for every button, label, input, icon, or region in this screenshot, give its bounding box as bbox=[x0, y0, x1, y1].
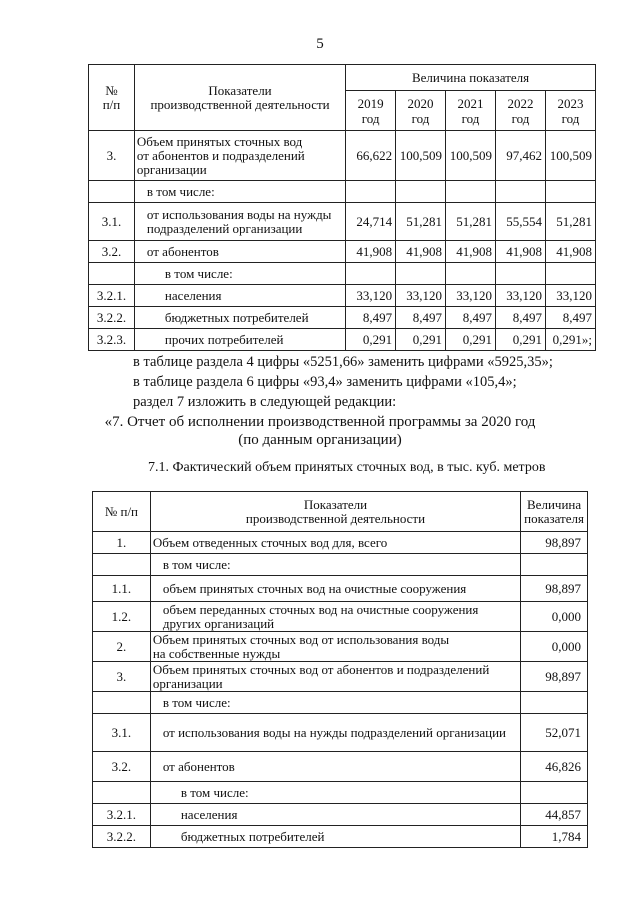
amendment-paragraph-2: в таблице раздела 6 цифры «93,4» заменить цифрами «105,4»; bbox=[133, 374, 517, 390]
row-label: бюджетных потребителей bbox=[134, 307, 345, 329]
row-number: 3.2.1. bbox=[89, 285, 135, 307]
row-number: 1. bbox=[93, 532, 151, 554]
year-value: 0,291 bbox=[346, 329, 396, 351]
header-value: Величина показателя bbox=[521, 492, 588, 532]
year-value bbox=[396, 263, 446, 285]
year-value: 100,509 bbox=[396, 131, 446, 181]
year-value: 66,622 bbox=[346, 131, 396, 181]
year-value bbox=[496, 263, 546, 285]
year-value: 33,120 bbox=[446, 285, 496, 307]
table-row bbox=[93, 826, 588, 848]
year-value: 24,714 bbox=[346, 203, 396, 241]
year-value: 33,120 bbox=[545, 285, 595, 307]
table-row bbox=[93, 554, 588, 576]
page-number: 5 bbox=[316, 36, 324, 52]
year-value: 0,291 bbox=[446, 329, 496, 351]
year-value: 100,509 bbox=[545, 131, 595, 181]
year-value: 51,281 bbox=[545, 203, 595, 241]
year-value: 0,291 bbox=[396, 329, 446, 351]
row-number bbox=[93, 782, 151, 804]
amendment-paragraph-3: раздел 7 изложить в следующей редакции: bbox=[133, 394, 397, 410]
row-number: 3. bbox=[89, 131, 135, 181]
year-value: 8,497 bbox=[396, 307, 446, 329]
table-row bbox=[93, 714, 588, 752]
table-row bbox=[93, 632, 588, 662]
year-value: 51,281 bbox=[396, 203, 446, 241]
row-value: 0,000 bbox=[521, 632, 588, 662]
year-value: 97,462 bbox=[496, 131, 546, 181]
table-row bbox=[89, 263, 596, 285]
header-year: 2023 год bbox=[545, 91, 595, 131]
row-number: 3.2.2. bbox=[89, 307, 135, 329]
row-value bbox=[521, 782, 588, 804]
header-num: № п/п bbox=[89, 65, 135, 131]
row-number: 2. bbox=[93, 632, 151, 662]
header-year: 2021 год bbox=[446, 91, 496, 131]
row-number: 3.2. bbox=[89, 241, 135, 263]
section-subtitle: (по данным организации) bbox=[238, 432, 402, 448]
row-label: населения bbox=[150, 804, 520, 826]
row-value: 46,826 bbox=[521, 752, 588, 782]
row-label: от использования воды на нужды подразделений организации bbox=[150, 714, 520, 752]
subsection-title: 7.1. Фактический объем принятых сточных вод, в тыс. куб. метров bbox=[148, 460, 546, 475]
table-row bbox=[93, 752, 588, 782]
row-number: 3.2. bbox=[93, 752, 151, 782]
table-row bbox=[93, 782, 588, 804]
year-value: 8,497 bbox=[346, 307, 396, 329]
row-label: объем переданных сточных вод на очистные сооружения других организаций bbox=[150, 602, 520, 632]
production-table-forecast bbox=[88, 64, 596, 351]
year-value: 33,120 bbox=[346, 285, 396, 307]
row-label: в том числе: bbox=[134, 263, 345, 285]
row-label: Объем принятых сточных вод от абонентов и подразделений организации bbox=[134, 131, 345, 181]
row-value: 98,897 bbox=[521, 662, 588, 692]
year-value bbox=[346, 181, 396, 203]
row-label: бюджетных потребителей bbox=[150, 826, 520, 848]
header-indicator: Показатели производственной деятельности bbox=[150, 492, 520, 532]
table-row bbox=[89, 131, 596, 181]
production-table-actual bbox=[92, 491, 588, 848]
table-row bbox=[93, 602, 588, 632]
row-number: 3.1. bbox=[93, 714, 151, 752]
year-value: 55,554 bbox=[496, 203, 546, 241]
header-num: № п/п bbox=[93, 492, 151, 532]
header-year: 2020 год bbox=[396, 91, 446, 131]
row-number bbox=[93, 692, 151, 714]
table-row bbox=[89, 307, 596, 329]
year-value bbox=[346, 263, 396, 285]
row-label: в том числе: bbox=[134, 181, 345, 203]
year-value: 41,908 bbox=[346, 241, 396, 263]
table-row bbox=[89, 181, 596, 203]
year-value: 0,291 bbox=[496, 329, 546, 351]
row-label: от абонентов bbox=[134, 241, 345, 263]
row-number: 1.1. bbox=[93, 576, 151, 602]
year-value bbox=[446, 181, 496, 203]
table-row bbox=[93, 804, 588, 826]
row-label: в том числе: bbox=[150, 554, 520, 576]
row-value bbox=[521, 692, 588, 714]
row-number: 3.1. bbox=[89, 203, 135, 241]
year-value: 0,291»; bbox=[545, 329, 595, 351]
header-indicator: Показатели производственной деятельности bbox=[134, 65, 345, 131]
row-value: 98,897 bbox=[521, 576, 588, 602]
row-value: 98,897 bbox=[521, 532, 588, 554]
row-number: 1.2. bbox=[93, 602, 151, 632]
row-number: 3. bbox=[93, 662, 151, 692]
row-value: 1,784 bbox=[521, 826, 588, 848]
year-value: 8,497 bbox=[446, 307, 496, 329]
header-year: 2022 год bbox=[496, 91, 546, 131]
row-label: Объем отведенных сточных вод для, всего bbox=[150, 532, 520, 554]
year-value bbox=[396, 181, 446, 203]
year-value bbox=[446, 263, 496, 285]
table-row bbox=[89, 285, 596, 307]
row-label: объем принятых сточных вод на очистные сооружения bbox=[150, 576, 520, 602]
row-label: от использования воды на нужды подразделений организации bbox=[134, 203, 345, 241]
table-row bbox=[89, 241, 596, 263]
row-value bbox=[521, 554, 588, 576]
row-value: 0,000 bbox=[521, 602, 588, 632]
table-row bbox=[89, 203, 596, 241]
year-value: 33,120 bbox=[396, 285, 446, 307]
header-year: 2019 год bbox=[346, 91, 396, 131]
section-title: «7. Отчет об исполнении производственной программы за 2020 год bbox=[104, 414, 536, 430]
row-label: в том числе: bbox=[150, 692, 520, 714]
year-value: 51,281 bbox=[446, 203, 496, 241]
year-value: 33,120 bbox=[496, 285, 546, 307]
row-label: прочих потребителей bbox=[134, 329, 345, 351]
row-label: населения bbox=[134, 285, 345, 307]
table-row bbox=[93, 576, 588, 602]
row-number bbox=[89, 181, 135, 203]
amendment-paragraph-1: в таблице раздела 4 цифры «5251,66» заменить цифрами «5925,35»; bbox=[133, 354, 553, 370]
row-number bbox=[93, 554, 151, 576]
row-number: 3.2.2. bbox=[93, 826, 151, 848]
header-value-group: Величина показателя bbox=[346, 65, 596, 91]
row-number bbox=[89, 263, 135, 285]
year-value: 100,509 bbox=[446, 131, 496, 181]
table-row bbox=[89, 329, 596, 351]
row-label: от абонентов bbox=[150, 752, 520, 782]
row-number: 3.2.1. bbox=[93, 804, 151, 826]
row-label: в том числе: bbox=[150, 782, 520, 804]
year-value: 41,908 bbox=[545, 241, 595, 263]
year-value: 8,497 bbox=[545, 307, 595, 329]
row-value: 44,857 bbox=[521, 804, 588, 826]
year-value bbox=[496, 181, 546, 203]
year-value bbox=[545, 181, 595, 203]
year-value: 41,908 bbox=[396, 241, 446, 263]
row-label: Объем принятых сточных вод от абонентов и подразделений организации bbox=[150, 662, 520, 692]
row-label: Объем принятых сточных вод от использования воды на собственные нужды bbox=[150, 632, 520, 662]
table-row bbox=[93, 662, 588, 692]
year-value bbox=[545, 263, 595, 285]
table-row bbox=[93, 692, 588, 714]
year-value: 41,908 bbox=[496, 241, 546, 263]
table-row bbox=[93, 532, 588, 554]
row-number: 3.2.3. bbox=[89, 329, 135, 351]
year-value: 8,497 bbox=[496, 307, 546, 329]
row-value: 52,071 bbox=[521, 714, 588, 752]
year-value: 41,908 bbox=[446, 241, 496, 263]
